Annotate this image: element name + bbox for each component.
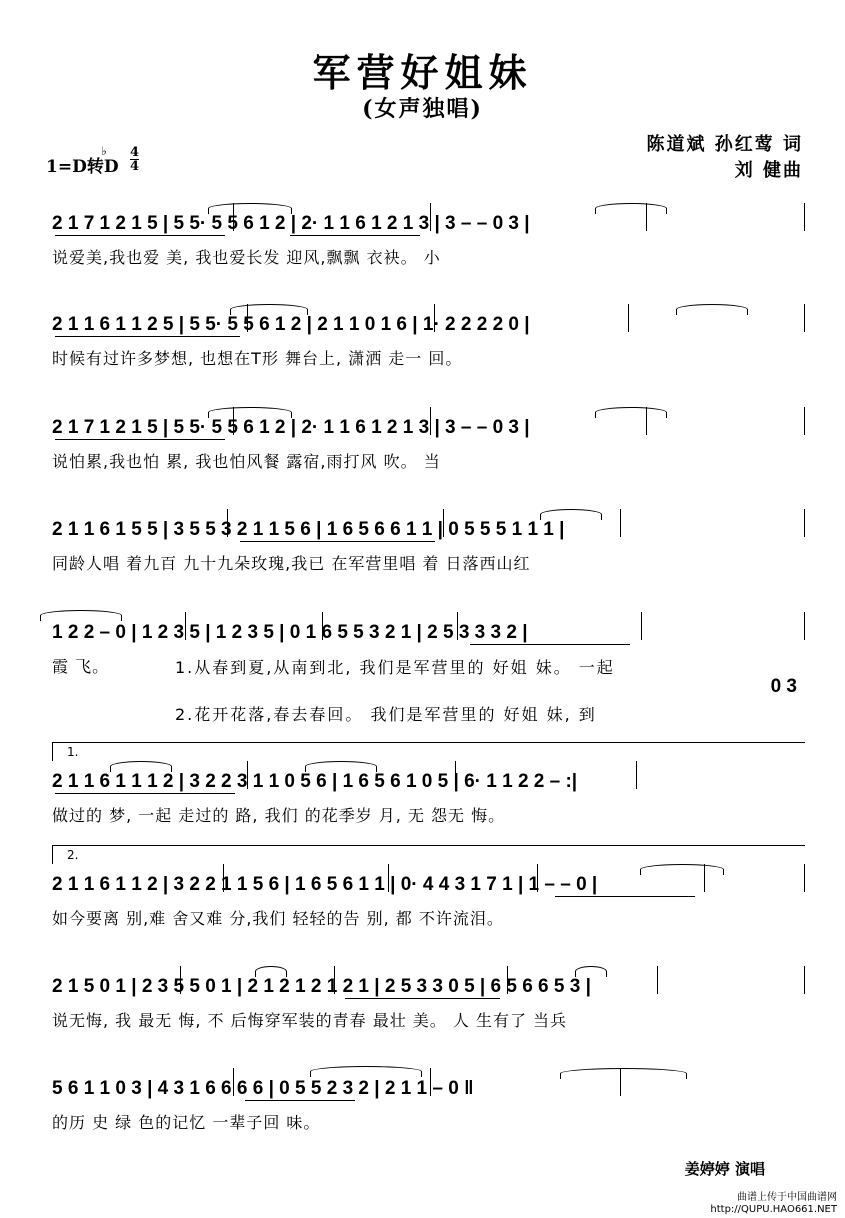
beam (470, 644, 630, 645)
barline (434, 304, 435, 332)
barline (641, 612, 642, 640)
slur (575, 966, 607, 977)
barline (430, 1068, 431, 1096)
lyrics-row: 霞 飞。 (52, 657, 110, 676)
slur (305, 761, 377, 772)
second-ending-bracket (52, 845, 805, 864)
staff-system (0, 519, 845, 579)
lyrics-row: 时候有过许多梦想, 也想在T形 舞台上, 潇洒 走一 回。 (52, 349, 463, 368)
barline (322, 612, 323, 640)
barline (804, 203, 805, 231)
barline (628, 304, 629, 332)
slur (208, 407, 292, 418)
beam (240, 541, 435, 542)
slur (110, 761, 172, 772)
notes-row: 2 1 1 6 1 1 2 5 | 5 5· 5 5 6 1 2 | 2 1 1 0 1 6 | 1· 2 2 2 2 0 | (52, 314, 530, 335)
staff-system (0, 1078, 845, 1138)
barline (620, 509, 621, 537)
barline (430, 203, 431, 231)
barline (233, 1068, 234, 1096)
barline (247, 761, 248, 789)
singer-credit: 姜婷婷 演唱 (684, 1160, 765, 1178)
lyrics-row: 的历 史 绿 色的记忆 一辈子回 味。 (52, 1113, 321, 1132)
barline (537, 864, 538, 892)
notes-row: 2 1 7 1 2 1 5 | 5 5· 5 5 6 1 2 | 2· 1 1 6 1 2 1 3 | 3 – – 0 3 | (52, 213, 530, 234)
slur (310, 1066, 422, 1077)
slur (595, 203, 667, 214)
notes-row: 2 1 7 1 2 1 5 | 5 5· 5 5 6 1 2 | 2· 1 1 6 1 2 1 3 | 3 – – 0 3 | (52, 417, 530, 438)
composer-credit: 刘 健曲 (734, 160, 803, 181)
key-signature (46, 144, 119, 177)
staff-system (0, 874, 845, 934)
notes-row: 2 1 1 6 1 1 2 | 3 2 2 1 1 5 6 | 1 6 5 6 1 1 | 0· 4 4 3 1 7 1 | 1 – – 0 | (52, 874, 598, 895)
barline (804, 304, 805, 332)
source-watermark (710, 1192, 837, 1216)
lyrics-row: 说爱美,我也爱 美, 我也爱长发 迎风,飘飘 衣袂。 小 (52, 248, 441, 267)
slur (595, 407, 667, 418)
staff-system (0, 213, 845, 273)
notes-row: 2 1 5 0 1 | 2 3 5 5 0 1 | 2 1 2 1 2 1 2 1 | 2 5 3 3 0 5 | 6 5 6 6 5 3 | (52, 976, 591, 997)
second-ending-label: 2. (67, 848, 79, 862)
notes-row: 2 1 1 6 1 1 1 2 | 3 2 2 3 1 1 0 5 6 | 1 6 5 6 1 0 5 | 6· 1 1 2 2 – :| (52, 771, 578, 792)
beam (555, 896, 695, 897)
source-url: http://QUPU.HAO661.NET (710, 1204, 837, 1215)
beam (55, 235, 225, 236)
barline (388, 864, 389, 892)
barline (804, 407, 805, 435)
source-site-name: 曲谱上传于中国曲谱网 (737, 1192, 837, 1203)
barline (334, 966, 335, 994)
barline (180, 966, 181, 994)
notes-row: 2 1 1 6 1 5 5 | 3 5 5 3 2 1 1 5 6 | 1 6 5 6 6 1 1 | 0 5 5 5 1 1 1 | (52, 519, 565, 540)
verse-1-lyrics: 1.从春到夏,从南到北, 我们是军营里的 好姐 妹。 一起 (175, 658, 615, 677)
staff-system (0, 976, 845, 1036)
time-signature-bottom: 4 (130, 159, 140, 174)
verse-2-pickup: 0 3 (770, 676, 797, 697)
barline (227, 509, 228, 537)
notes-row: 1 2 2 – 0 | 1 2 3 5 | 1 2 3 5 | 0 1 6 5 5 3 2 1 | 2 5 3 3 3 2 | (52, 622, 528, 643)
key-prefix: 1= (46, 157, 73, 177)
barline (804, 612, 805, 640)
slur (560, 1068, 687, 1079)
slur (230, 304, 308, 315)
time-signature (130, 146, 139, 173)
beam (290, 235, 420, 236)
lyrics-row: 如今要离 别,难 舍又难 分,我们 轻轻的告 别, 都 不许流泪。 (52, 909, 504, 928)
slur (208, 203, 292, 214)
lyrics-row: 做过的 梦, 一起 走过的 路, 我们 的花季岁 月, 无 怨无 悔。 (52, 806, 506, 825)
barline (457, 612, 458, 640)
barline (430, 407, 431, 435)
barline (455, 761, 456, 789)
notes-row: 5 6 1 1 0 3 | 4 3 1 6 6 6 6 | 0 5 5 2 3 2 | 2 1 1 – 0 ‖ (52, 1078, 474, 1099)
slur (676, 304, 748, 315)
barline (804, 864, 805, 892)
beam (55, 793, 235, 794)
slur (255, 966, 287, 977)
time-signature-top: 4 (130, 145, 140, 160)
staff-system (0, 314, 845, 374)
staff-system (0, 771, 845, 831)
first-ending-bracket (52, 742, 805, 761)
key-text: D转D (72, 157, 119, 177)
beam (345, 998, 500, 999)
song-subtitle: (女声独唱) (362, 96, 483, 122)
barline (223, 864, 224, 892)
barline (507, 966, 508, 994)
barline (443, 509, 444, 537)
barline (185, 612, 186, 640)
barline (804, 509, 805, 537)
slur (640, 864, 724, 875)
staff-system (0, 417, 845, 477)
beam (245, 1100, 355, 1101)
lyrics-row: 同龄人唱 着九百 九十九朵玫瑰,我已 在军营里唱 着 日落西山红 (52, 554, 531, 573)
first-ending-label: 1. (67, 745, 79, 759)
barline (804, 966, 805, 994)
song-title: 军营好姐妹 (312, 50, 533, 95)
lyrics-row: 说无悔, 我 最无 悔, 不 后悔穿军装的青春 最壮 美。 人 生有了 当兵 (52, 1011, 568, 1030)
flat-sign: ♭ (101, 144, 107, 158)
lyrics-row: 说怕累,我也怕 累, 我也怕风餐 露宿,雨打风 吹。 当 (52, 452, 441, 471)
slur (40, 610, 122, 621)
barline (636, 761, 637, 789)
beam (55, 336, 240, 337)
slur (540, 509, 602, 520)
verse-2-lyrics: 2.花开花落,春去春回。 我们是军营里的 好姐 妹, 到 (175, 705, 597, 724)
lyricists-credit: 陈道斌 孙红莺 词 (646, 134, 803, 155)
barline (657, 966, 658, 994)
beam (55, 439, 225, 440)
